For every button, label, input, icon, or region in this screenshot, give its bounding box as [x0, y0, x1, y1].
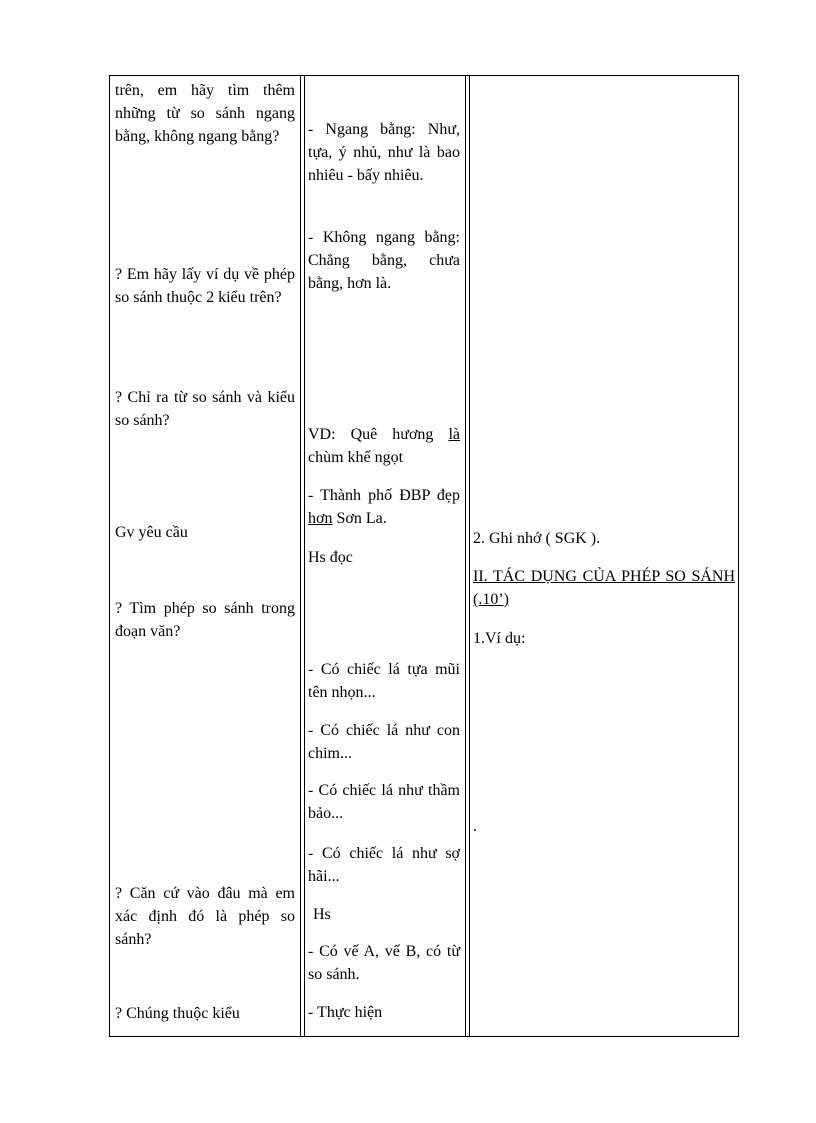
answer-text: Hs: [313, 906, 331, 923]
answer-text: - Không ngang bằng: Chẳng bằng, chưa bằng, hơn là.: [308, 229, 460, 292]
column-divider: [304, 76, 305, 1036]
column-divider: [300, 76, 301, 1036]
answer-text: - Có chiếc lá như sợ hãi...: [308, 845, 460, 885]
example-text: VD: Quê hương là chùm khế ngọt: [308, 426, 460, 466]
note-text: 1.Ví dụ:: [473, 630, 526, 647]
note-text: .: [473, 818, 477, 835]
answer-text: - Có vế A, vế B, có từ so sánh.: [308, 943, 460, 983]
note-text: 2. Ghi nhớ ( SGK ).: [473, 530, 601, 547]
answer-text: - Có chiếc lá tựa mũi tên nhọn...: [308, 661, 460, 701]
column-divider: [465, 76, 466, 1036]
question-text: ? Chỉ ra từ so sánh và kiểu so sánh?: [115, 389, 295, 429]
answer-text: - Có chiếc lá như con chim...: [308, 722, 460, 762]
question-text: trên, em hãy tìm thêm những từ so sánh ngang bằng, không ngang bằng?: [115, 82, 295, 145]
question-text: Gv yêu cầu: [115, 524, 188, 541]
section-heading: II. TÁC DỤNG CỦA PHÉP SO SÁNH (.10’): [473, 568, 735, 608]
answer-text: - Ngang bằng: Như, tựa, ý nhủ, như là bao nhiêu - bấy nhiêu.: [308, 121, 460, 184]
answer-text: Hs đọc: [308, 549, 353, 566]
column-divider: [469, 76, 470, 1036]
question-text: ? Em hãy lấy ví dụ về phép so sánh thuộc 2 kiểu trên?: [115, 266, 295, 306]
question-text: ? Căn cứ vào đâu mà em xác định đó là phép so sánh?: [115, 885, 295, 948]
answer-text: - Có chiếc lá như thầm bảo...: [308, 782, 460, 822]
answer-text: - Thực hiện: [308, 1004, 383, 1021]
question-text: ? Chúng thuộc kiểu: [115, 1005, 240, 1022]
example-text: - Thành phố ĐBP đẹp hơn Sơn La.: [308, 487, 460, 527]
question-text: ? Tìm phép so sánh trong đoạn văn?: [115, 600, 295, 640]
